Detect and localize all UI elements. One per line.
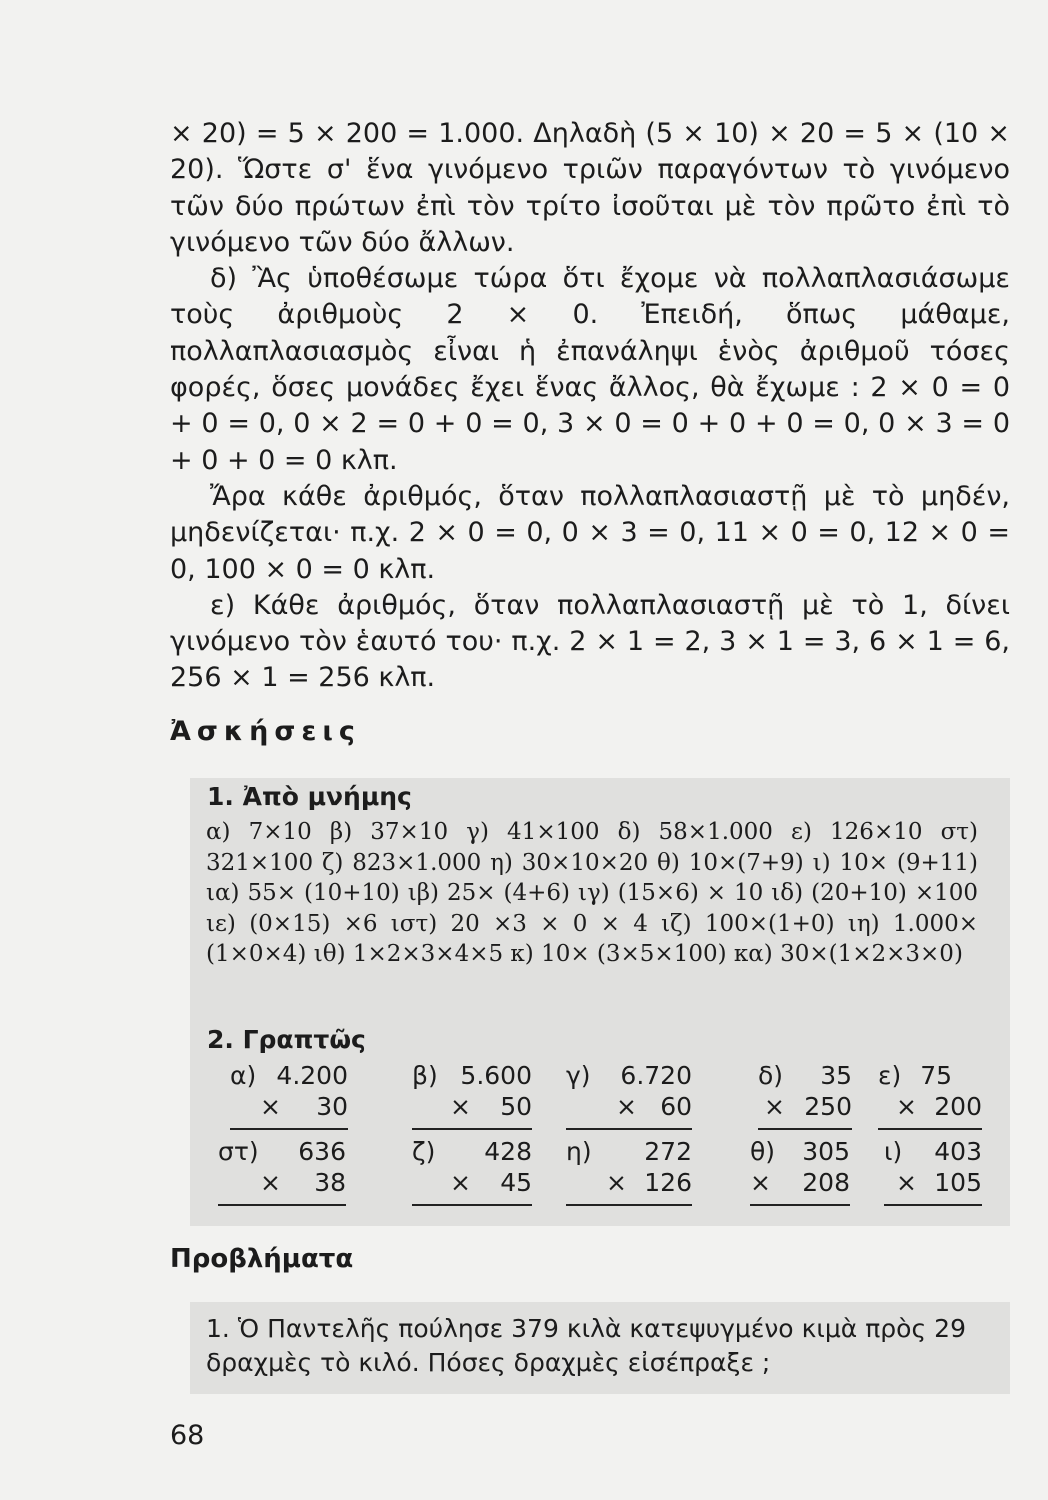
result-line: [758, 1128, 852, 1130]
result-line: [878, 1128, 982, 1130]
written-exercise-e: [878, 1060, 982, 1130]
multiplicand: 75: [920, 1061, 952, 1090]
times-sign: ×: [896, 1092, 917, 1121]
multiplicand: 636: [298, 1137, 346, 1166]
exercises-heading: Ἀσκήσεις: [170, 716, 361, 747]
written-exercise-h: [566, 1136, 692, 1206]
multiplicand: 428: [484, 1137, 532, 1166]
multiplier: 126: [644, 1168, 692, 1197]
written-exercise-b: [412, 1060, 532, 1130]
written-exercise-z: [412, 1136, 532, 1206]
multiplier: 50: [500, 1092, 532, 1121]
multiplier: 105: [934, 1168, 982, 1197]
page-number: 68: [170, 1420, 205, 1451]
memory-exercises: [206, 817, 978, 970]
multiplicand: 403: [934, 1137, 982, 1166]
multiplier: 38: [314, 1168, 346, 1197]
written-exercise-d: [758, 1060, 852, 1130]
multiplier: 250: [804, 1092, 852, 1121]
times-sign: ×: [606, 1168, 627, 1197]
times-sign: ×: [260, 1168, 281, 1197]
result-line: [750, 1204, 850, 1206]
times-sign: ×: [896, 1168, 917, 1197]
paragraph-one-rule: ε) Κάθε ἀριθμός, ὅταν πολλαπλασιαστῇ μὲ τὸ 1, δίνει γινόμενο τὸν ἑαυτό του· π.χ. 2 × 1 = 2, 3 × 1 = 3, 6 × 1 = 6, 256 × 1 = 256 κλπ.: [170, 589, 1010, 694]
times-sign: ×: [260, 1092, 281, 1121]
multiplier: 45: [500, 1168, 532, 1197]
multiplier: 208: [802, 1168, 850, 1197]
exercise-label: δ): [758, 1061, 784, 1090]
times-sign: ×: [750, 1168, 771, 1197]
exercise-label: ζ): [412, 1137, 436, 1166]
multiplier: 200: [934, 1092, 982, 1121]
result-line: [566, 1204, 692, 1206]
written-exercise-th: [750, 1136, 850, 1206]
paragraph-associative: × 20) = 5 × 200 = 1.000. Δηλαδὴ (5 × 10) × 20 = 5 × (10 × 20). Ὥστε σ' ἕνα γινόμενο τριῶν παραγόντων τὸ γινόμενο τῶν δύο πρώτων ἐπὶ τὸν τρίτο ἰσοῦται μὲ τὸν πρῶτο ἐπὶ τὸ γινόμενο τῶν δύο ἄλλων.: [170, 118, 1010, 258]
paragraph-zero-rule: Ἄρα κάθε ἀριθμός, ὅταν πολλαπλασιαστῇ μὲ τὸ μηδέν, μηδενίζεται· π.χ. 2 × 0 = 0, 0 × 3 = 0, 11 × 0 = 0, 12 × 0 = 0, 100 × 0 = 0 κλπ.: [170, 480, 1010, 585]
multiplicand: 6.720: [620, 1061, 692, 1090]
problem-1: [206, 1312, 966, 1380]
exercise-label: η): [566, 1137, 592, 1166]
memory-heading: 1. Ἀπὸ μνήμης: [207, 782, 412, 811]
multiplicand: 5.600: [460, 1061, 532, 1090]
written-exercise-st: [218, 1136, 346, 1206]
written-exercise-i: [884, 1136, 982, 1206]
result-line: [566, 1128, 692, 1130]
times-sign: ×: [450, 1168, 471, 1197]
problem-1-text: 1. Ὁ Παντελῆς πούλησε 379 κιλὰ κατεψυγμένο κιμὰ πρὸς 29 δραχμὲς τὸ κιλό. Πόσες δραχμὲς εἰσέπραξε ;: [206, 1314, 966, 1377]
multiplicand: 4.200: [276, 1061, 348, 1090]
result-line: [412, 1204, 532, 1206]
multiplier: 60: [660, 1092, 692, 1121]
written-heading: 2. Γραπτῶς: [207, 1025, 366, 1054]
exercise-label: γ): [566, 1061, 591, 1090]
exercise-label: β): [412, 1061, 438, 1090]
multiplier: 30: [316, 1092, 348, 1121]
times-sign: ×: [764, 1092, 785, 1121]
multiplicand: 272: [644, 1137, 692, 1166]
exercise-label: ε): [878, 1061, 902, 1090]
times-sign: ×: [450, 1092, 471, 1121]
body-text: [170, 116, 1010, 697]
result-line: [218, 1204, 346, 1206]
exercise-label: ι): [884, 1137, 903, 1166]
memory-exercises-text: α) 7×10 β) 37×10 γ) 41×100 δ) 58×1.000 ε) 126×10 στ) 321×100 ζ) 823×1.000 η) 30×10×20 θ) 10×(7+9) ι) 10× (9+11) ια) 55× (10+10) ιβ) 25× (4+6) ιγ) (15×6) × 10 ιδ) (20+10) ×100 ιε) (0×15) ×6 ιστ) 20 ×3 × 0 × 4 ιζ) 100×(1+0) ιη) 1.000× (1×0×4) ιθ) 1×2×3×4×5 κ) 10× (3×5×100) κα) 30×(1×2×3×0): [206, 819, 978, 968]
times-sign: ×: [616, 1092, 637, 1121]
result-line: [884, 1204, 982, 1206]
result-line: [230, 1128, 348, 1130]
exercise-label: α): [230, 1061, 257, 1090]
written-exercise-c: [566, 1060, 692, 1130]
paragraph-zero-multiplication: δ) Ἂς ὑποθέσωμε τώρα ὅτι ἔχομε νὰ πολλαπλασιάσωμε τοὺς ἀριθμοὺς 2 × 0. Ἐπειδή, ὅπως μάθαμε, πολλαπλασιασμὸς εἶναι ἡ ἐπανάληψι ἑνὸς ἀριθμοῦ τόσες φορές, ὅσες μονάδες ἔχει ἕνας ἄλλος, θὰ ἔχωμε : 2 × 0 = 0 + 0 = 0, 0 × 2 = 0 + 0 = 0, 3 × 0 = 0 + 0 + 0 = 0, 0 × 3 = 0 + 0 + 0 = 0 κλπ.: [170, 263, 1010, 476]
written-exercise-a: [230, 1060, 348, 1130]
multiplicand: 305: [802, 1137, 850, 1166]
exercise-label: θ): [750, 1137, 776, 1166]
multiplicand: 35: [820, 1061, 852, 1090]
exercise-label: στ): [218, 1137, 259, 1166]
result-line: [412, 1128, 532, 1130]
problems-heading: Προβλήματα: [170, 1244, 354, 1274]
